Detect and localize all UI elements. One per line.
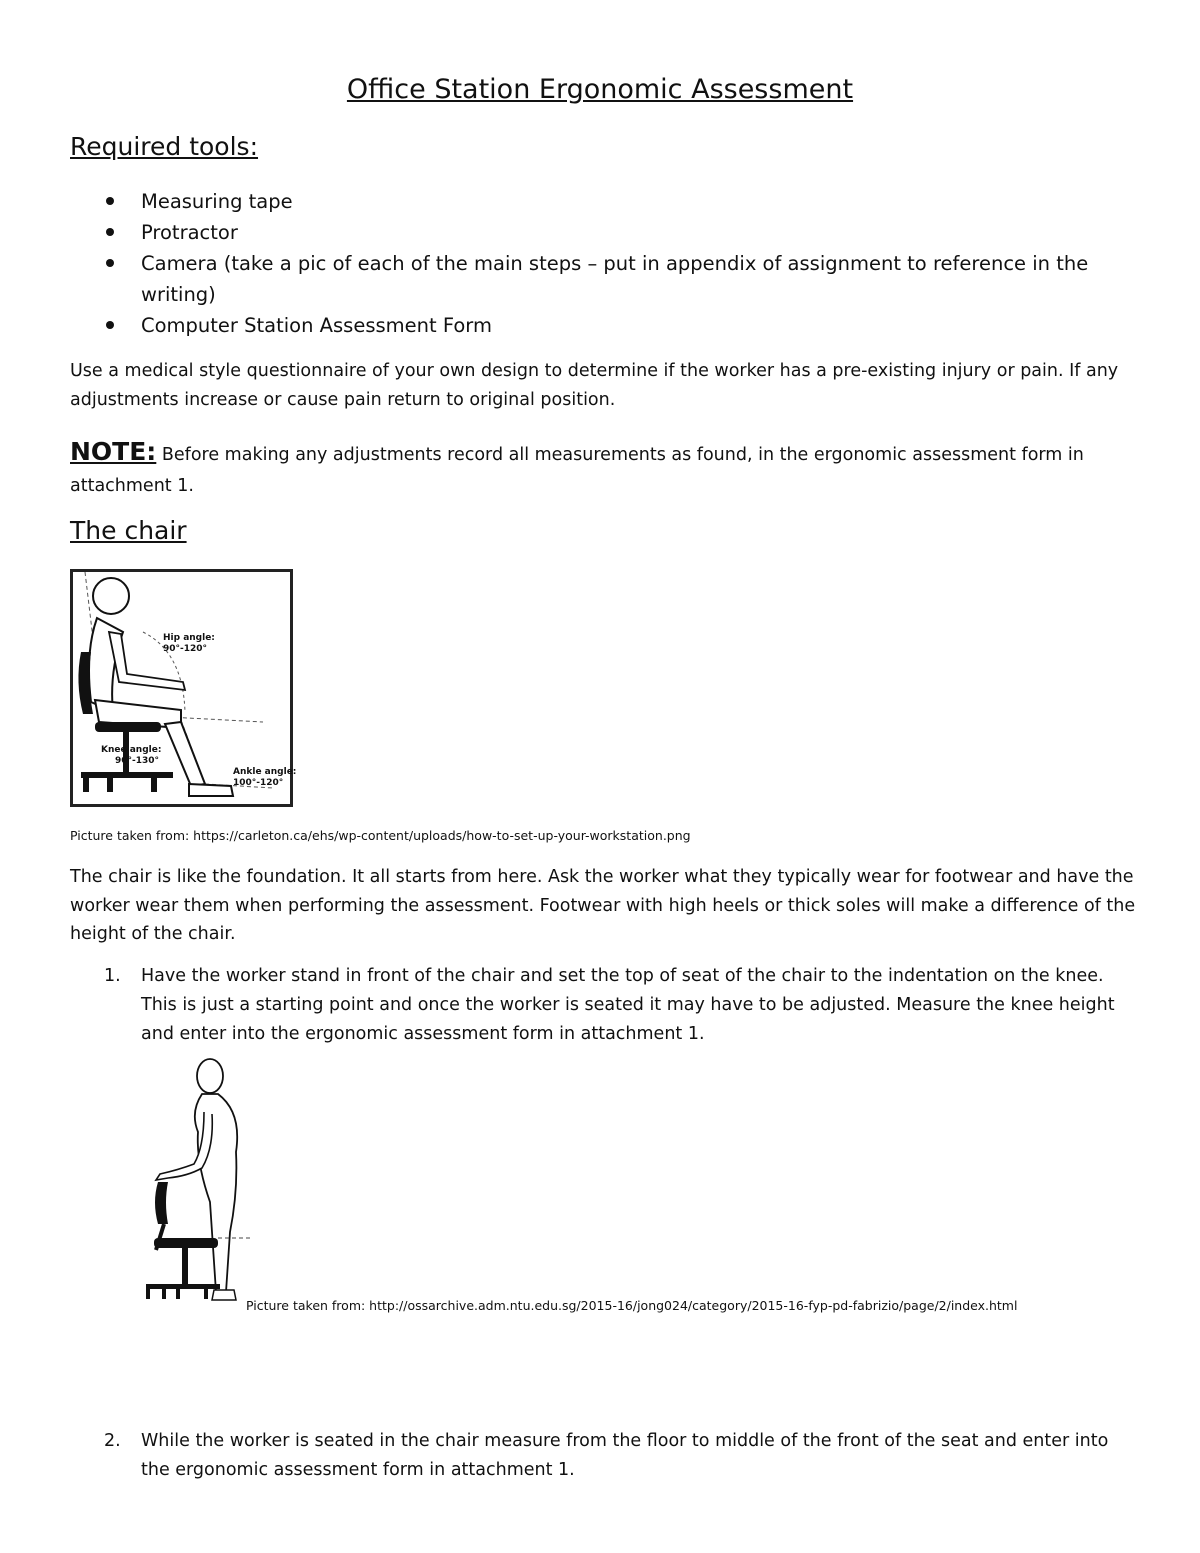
list-item bbox=[100, 1427, 1140, 1485]
figure1-caption: Picture taken from: https://carleton.ca/ehs/wp-content/uploads/how-to-set-up-your-workstation.png bbox=[70, 828, 691, 843]
step-number: 2. bbox=[104, 1431, 121, 1451]
list-item: Computer Station Assessment Form bbox=[100, 310, 1110, 341]
seated-posture-figure bbox=[70, 569, 297, 807]
chair-intro-paragraph: The chair is like the foundation. It all starts from here. Ask the worker what they typically wear for footwear and have the worker wear them when performing the assessment. Footwear with high heels or thick soles will make a difference of the height of the chair. bbox=[70, 867, 1136, 944]
note-text: Before making any adjustments record all measurements as found, in the ergonomic assessment form in attachment 1. bbox=[70, 445, 1084, 496]
note-label: NOTE: bbox=[70, 437, 157, 466]
ankle-angle-range: 100°-120° bbox=[233, 778, 284, 788]
steps-list-1 bbox=[100, 962, 1140, 1049]
chair-heading: The chair bbox=[70, 516, 187, 545]
required-tools-list bbox=[100, 186, 1110, 341]
list-item bbox=[100, 962, 1140, 1049]
document-title: Office Station Ergonomic Assessment bbox=[346, 74, 854, 105]
knee-angle-label: Knee angle: bbox=[101, 745, 162, 755]
hip-angle-range: 90°-120° bbox=[163, 644, 208, 654]
medical-questionnaire-paragraph: Use a medical style questionnaire of your own design to determine if the worker has a pre-existing injury or pain. If any adjustments increase or cause pain return to original position. bbox=[70, 361, 1119, 410]
ankle-angle-label: Ankle angle: bbox=[233, 767, 297, 777]
note-paragraph bbox=[70, 436, 1140, 502]
standing-worker-figure bbox=[138, 1052, 254, 1314]
step-number: 1. bbox=[104, 966, 121, 986]
list-item: Protractor bbox=[100, 217, 1110, 248]
seated-posture-illustration bbox=[73, 572, 297, 804]
required-tools-heading: Required tools: bbox=[70, 132, 259, 161]
step-text: While the worker is seated in the chair measure from the floor to middle of the front of the seat and enter into the ergonomic assessment form in attachment 1. bbox=[141, 1431, 1109, 1480]
list-item: Measuring tape bbox=[100, 186, 1110, 217]
hip-angle-label: Hip angle: bbox=[163, 633, 215, 643]
step-text: Have the worker stand in front of the chair and set the top of seat of the chair to the indentation on the knee. This is just a starting point and once the worker is seated it may have to be adjusted. Measure the knee height and enter into the ergonomic assessment form in attachment 1. bbox=[141, 966, 1115, 1044]
knee-angle-range: 90°-130° bbox=[115, 756, 160, 766]
list-item: Camera (take a pic of each of the main steps – put in appendix of assignment to reference in the writing) bbox=[100, 248, 1110, 310]
figure2-caption: Picture taken from: http://ossarchive.adm.ntu.edu.sg/2015-16/jong024/category/2015-16-fyp-pd-fabrizio/page/2/index.html bbox=[246, 1298, 1018, 1313]
steps-list-2 bbox=[100, 1427, 1140, 1485]
standing-worker-illustration bbox=[138, 1052, 254, 1314]
